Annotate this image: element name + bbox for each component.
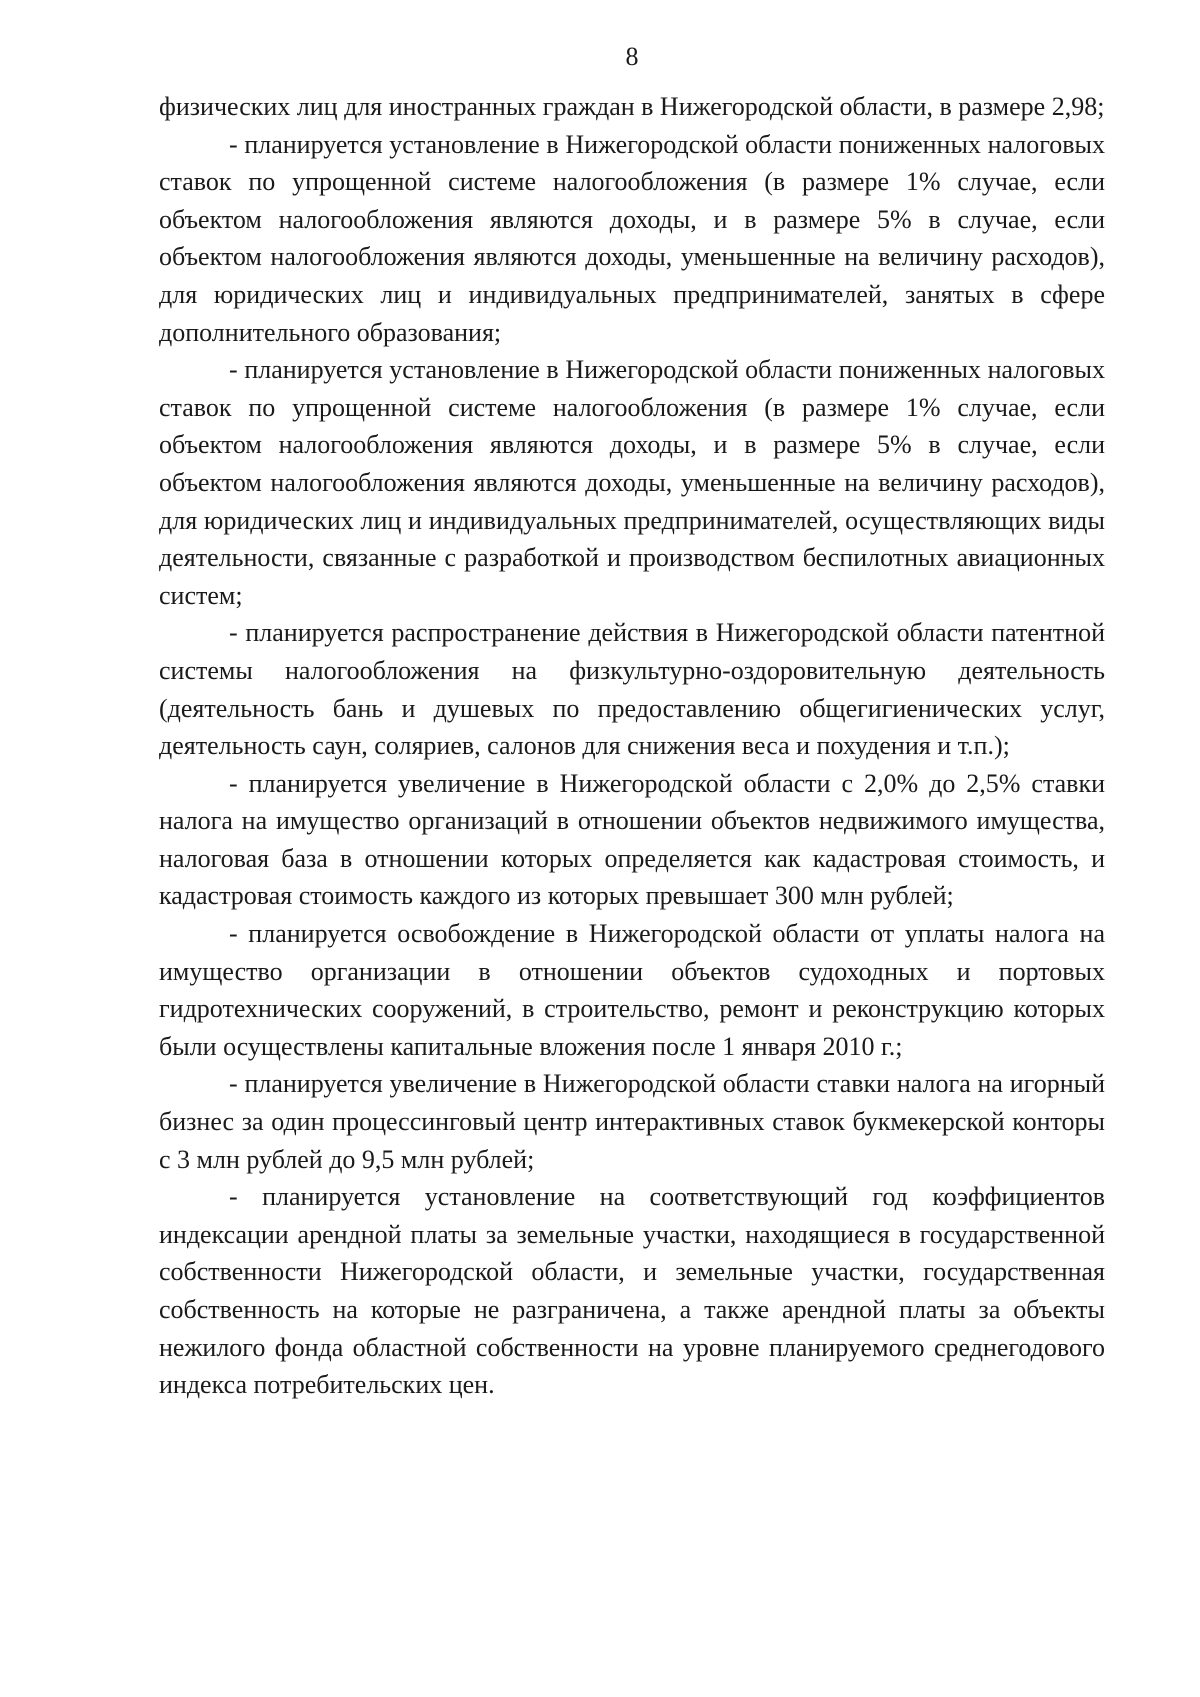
paragraph-simplified-tax-education: - планируется установление в Нижегородской области пониженных налоговых ставок по упрощенной системе налогообложения (в размере 1% случае, если объектом налогообложения являются доходы, и в размере 5% в случае, если объектом налогообложения являются доходы, уменьшенные на величину расходов), для юридических лиц и индивидуальных предпринимателей, занятых в сфере дополнительного образования; xyxy=(159,129,1105,347)
page-number: 8 xyxy=(625,42,639,71)
document-body xyxy=(159,88,1105,1404)
paragraph-simplified-tax-drones: - планируется установление в Нижегородской области пониженных налоговых ставок по упрощенной системе налогообложения (в размере 1% случае, если объектом налогообложения являются доходы, и в размере 5% в случае, если объектом налогообложения являются доходы, уменьшенные на величину расходов), для юридических лиц и индивидуальных предпринимателей, осуществляющих виды деятельности, связанные с разработкой и производством беспилотных авиационных систем; xyxy=(159,355,1105,610)
paragraph-rent-indexation: - планируется установление на соответствующий год коэффициентов индексации арендной платы за земельные участки, находящиеся в государственной собственности Нижегородской области, и земельные участки, государственная собственность на которые не разграничена, а также арендной платы за объекты нежилого фонда областной собственности на уровне планируемого среднегодового индекса потребительских цен. xyxy=(159,1182,1105,1400)
paragraph-property-tax-rate: - планируется увеличение в Нижегородской области с 2,0% до 2,5% ставки налога на имущество организаций в отношении объектов недвижимого имущества, налоговая база в отношении которых определяется как кадастровая стоимость, и кадастровая стоимость каждого из которых превышает 300 млн рублей; xyxy=(159,768,1105,911)
paragraph-patent-system: - планируется распространение действия в Нижегородской области патентной системы налогообложения на физкультурно-оздоровительную деятельность (деятельность бань и душевых по предоставлению общегигиенических услуг, деятельность саун, соляриев, салонов для снижения веса и похудения и т.п.); xyxy=(159,618,1105,761)
paragraph-property-tax-exemption: - планируется освобождение в Нижегородской области от уплаты налога на имущество организации в отношении объектов судоходных и портовых гидротехнических сооружений, в строительство, ремонт и реконструкцию которых были осуществлены капитальные вложения после 1 января 2010 г.; xyxy=(159,919,1105,1061)
paragraph-gambling-tax: - планируется увеличение в Нижегородской области ставки налога на игорный бизнес за один процессинговый центр интерактивных ставок букмекерской конторы с 3 млн рублей до 9,5 млн рублей; xyxy=(159,1069,1105,1174)
paragraph-continuation: физических лиц для иностранных граждан в Нижегородской области, в размере 2,98; xyxy=(159,92,1105,121)
